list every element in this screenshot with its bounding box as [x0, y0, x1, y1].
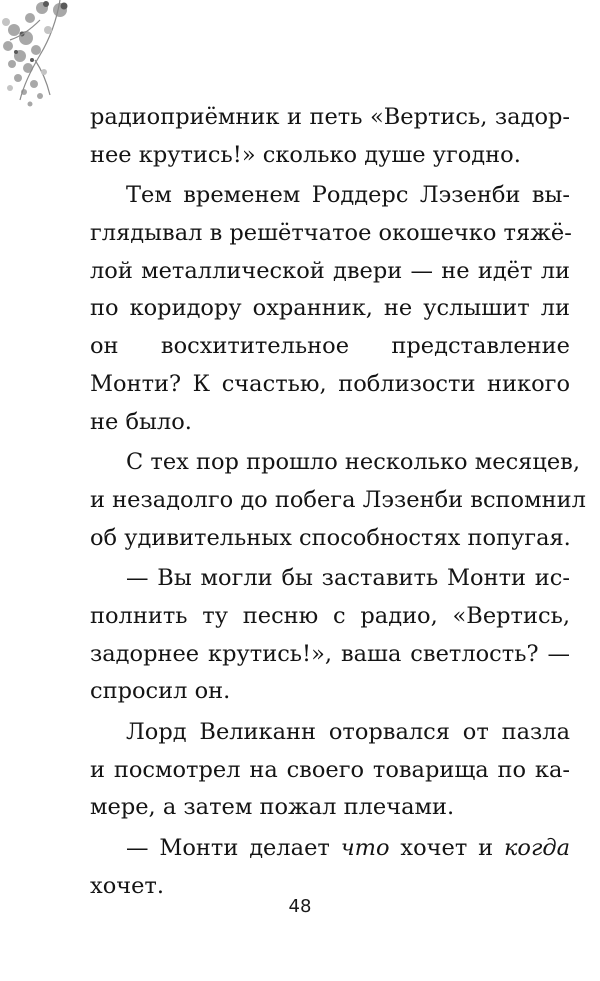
text-line: Тем временем Роддерс Лэзенби вы-: [126, 182, 570, 209]
text-line: нее крутись!» сколько душе угодно.: [90, 141, 521, 168]
text-line: и незадолго до побега Лэзенби вспомнил: [90, 486, 586, 513]
text-line: спросил он.: [90, 678, 231, 705]
text-line: он восхитительное представление: [90, 333, 570, 360]
text-line: по коридору охранник, не услышит ли: [90, 295, 570, 322]
text-line: — Вы могли бы заставить Монти ис-: [126, 565, 570, 592]
text-line: С тех пор прошло несколько месяцев,: [126, 449, 580, 476]
text-line: и посмотрел на своего товарища по ка-: [90, 756, 570, 783]
text-line: не было.: [90, 408, 192, 435]
text-line: об удивительных способностях попугая.: [90, 524, 571, 551]
text-line: хочет.: [90, 872, 165, 899]
page-body: [90, 99, 586, 905]
text-line: Монти? К счастью, поблизости никого: [90, 370, 570, 397]
text-line: Лорд Великанн оторвался от пазла: [126, 719, 570, 745]
text-line: мере, а затем пожал плечами.: [90, 794, 455, 821]
page-number: 48: [288, 896, 312, 917]
text-line: — Монти делает что хочет и когда: [126, 835, 570, 862]
text-line: лой металлической двери — не идёт ли: [90, 257, 570, 284]
text-line: задорнее крутись!», ваша светлость? —: [90, 640, 570, 667]
text-line: глядывал в решётчатое окошечко тяжё-: [90, 220, 572, 247]
text-line: полнить ту песню с радио, «Вертись,: [90, 602, 570, 629]
text-line: радиоприёмник и петь «Вертись, задор-: [90, 104, 570, 130]
